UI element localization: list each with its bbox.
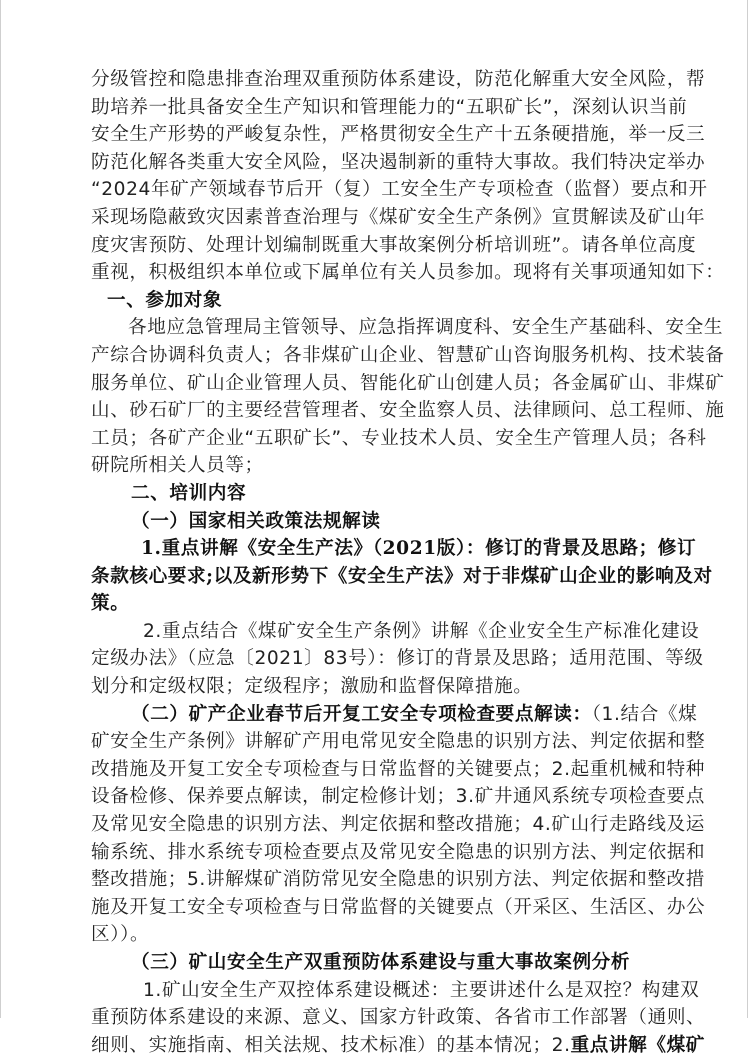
paragraph-line (91, 921, 659, 949)
paragraph-line (91, 618, 700, 646)
paragraph-line (91, 866, 705, 894)
text-segment: 划分和定级权限；定级程序；激励和监督保障措施。 (91, 676, 533, 698)
paragraph-line (91, 894, 706, 922)
paragraph-line (91, 783, 705, 811)
paragraph-line (91, 232, 697, 260)
bold-text-segment: （一）国家相关政策法规解读 (131, 510, 381, 532)
document-body (91, 66, 725, 1059)
text-segment: 重预防体系建设的来源、意义、国家方针政策、各省市工作部署（通则、 (91, 1007, 706, 1029)
bold-text-segment: 条款核心要求;以及新形势下《安全生产法》对于非煤矿山企业的影响及对 (91, 565, 713, 587)
text-segment: 安全生产形势的严峻复杂性，严格贯彻安全生产十五条硬措施，举一反三 (91, 124, 706, 146)
text-segment: 防范化解各类重大安全风险，坚决遏制新的重特大事故。我们特决定举办 (91, 151, 706, 173)
text-segment: 矿安全生产条例》讲解矿产用电常见安全隐患的识别方法、判定依据和整 (91, 731, 706, 753)
text-segment: （1.结合《煤 (591, 703, 698, 725)
paragraph-line (91, 1032, 705, 1059)
text-segment: 及常见安全隐患的识别方法、判定依据和整改措施；4.矿山行走路线及运 (91, 814, 705, 836)
paragraph-line (91, 590, 659, 618)
paragraph-line (91, 452, 659, 480)
paragraph-line (91, 121, 706, 149)
paragraph-line (91, 314, 724, 342)
paragraph-line (91, 94, 688, 122)
text-segment: 分级管控和隐患排查治理双重预防体系建设，防范化解重大安全风险，帮 (91, 69, 706, 90)
text-segment: 重视，积极组织本单位或下属单位有关人员参加。现将有关事项通知如下： (91, 262, 725, 284)
section-heading (91, 949, 659, 977)
paragraph-line (91, 673, 659, 701)
text-segment: 定级办法》（应急〔2021〕83号）：修订的背景及思路；适用范围、等级 (91, 648, 704, 670)
paragraph-line (91, 425, 707, 453)
section-heading (91, 287, 659, 315)
text-segment: 各地应急管理局主管领导、应急指挥调度科、安全生产基础科、安全生 (128, 317, 724, 339)
paragraph-line (91, 176, 708, 204)
text-segment: 改措施及开复工安全专项检查与日常监督的关键要点；2.起重机械和特种 (91, 758, 705, 780)
bold-text-segment: 策。 (91, 593, 130, 615)
paragraph-line (91, 342, 725, 370)
bold-text-segment: （三）矿山安全生产双重预防体系建设与重大事故案例分析 (131, 952, 631, 973)
bold-text-segment: （二）矿产企业春节后开复工安全专项检查要点解读： (131, 703, 592, 725)
text-segment: 研院所相关人员等； (91, 455, 264, 477)
text-segment: 2.重点结合《煤矿安全生产条例》讲解《企业安全生产标准化建设 (143, 620, 700, 642)
text-segment: 助培养一批具备安全生产知识和管理能力的“五职矿长”，深刻认识当前 (91, 96, 688, 118)
paragraph-line (91, 977, 700, 1005)
paragraph-line (91, 811, 705, 839)
bold-text-segment: 重点讲解《煤矿 (570, 1034, 705, 1056)
paragraph-line (91, 728, 706, 756)
text-segment: “2024年矿产领域春节后开（复）工安全生产专项检查（监督）要点和开 (91, 179, 708, 201)
paragraph-line (91, 756, 705, 784)
paragraph-line (91, 397, 725, 425)
paragraph-line (91, 149, 706, 177)
paragraph-line (91, 204, 706, 232)
text-segment: 度灾害预防、处理计划编制既重大事故案例分析培训班”。请各单位高度 (91, 234, 697, 256)
paragraph-line (91, 839, 706, 867)
paragraph-line (91, 645, 704, 673)
text-segment: 山、砂石矿厂的主要经营管理者、安全监察人员、法律顾问、总工程师、施 (91, 400, 725, 422)
text-segment: 1.矿山安全生产双控体系建设概述：主要讲述什么是双控？构建双 (143, 979, 700, 1001)
text-segment: 产综合协调科负责人；各非煤矿山企业、智慧矿山咨询服务机构、技术装备 (91, 344, 725, 366)
text-segment: 区））。 (91, 924, 150, 946)
text-segment: 整改措施；5.讲解煤矿消防常见安全隐患的识别方法、判定依据和整改措 (91, 869, 705, 891)
paragraph-line (91, 563, 713, 591)
paragraph-line (91, 66, 706, 94)
text-segment: 施及开复工安全专项检查与日常监督的关键要点（开采区、生活区、办公 (91, 896, 706, 918)
bold-text-segment: 二、培训内容 (131, 482, 247, 504)
text-segment: 设备检修、保养要点解读，制定检修计划；3.矿井通风系统专项检查要点 (91, 786, 705, 808)
paragraph-line (91, 535, 697, 563)
text-segment: 输系统、排水系统专项检查要点及常见安全隐患的识别方法、判定依据和 (91, 841, 706, 863)
paragraph-line (91, 370, 725, 398)
section-heading (91, 480, 659, 508)
bold-text-segment: 一、参加对象 (107, 289, 223, 311)
paragraph-line (91, 259, 725, 287)
text-segment: 工员；各矿产企业“五职矿长”、专业技术人员、安全生产管理人员；各科 (91, 427, 707, 449)
text-segment: 服务单位、矿山企业管理人员、智能化矿山创建人员；各金属矿山、非煤矿 (91, 372, 725, 394)
section-heading (91, 508, 659, 536)
text-segment: 细则、实施指南、相关法规、技术标准）的基本情况；2. (91, 1034, 571, 1056)
text-segment: 采现场隐蔽致灾因素普查治理与《煤矿安全生产条例》宣贯解读及矿山年 (91, 206, 706, 228)
paragraph-line (91, 701, 698, 729)
bold-text-segment: 1.重点讲解《安全生产法》（2021版）：修订的背景及思路；修订 (141, 538, 697, 560)
